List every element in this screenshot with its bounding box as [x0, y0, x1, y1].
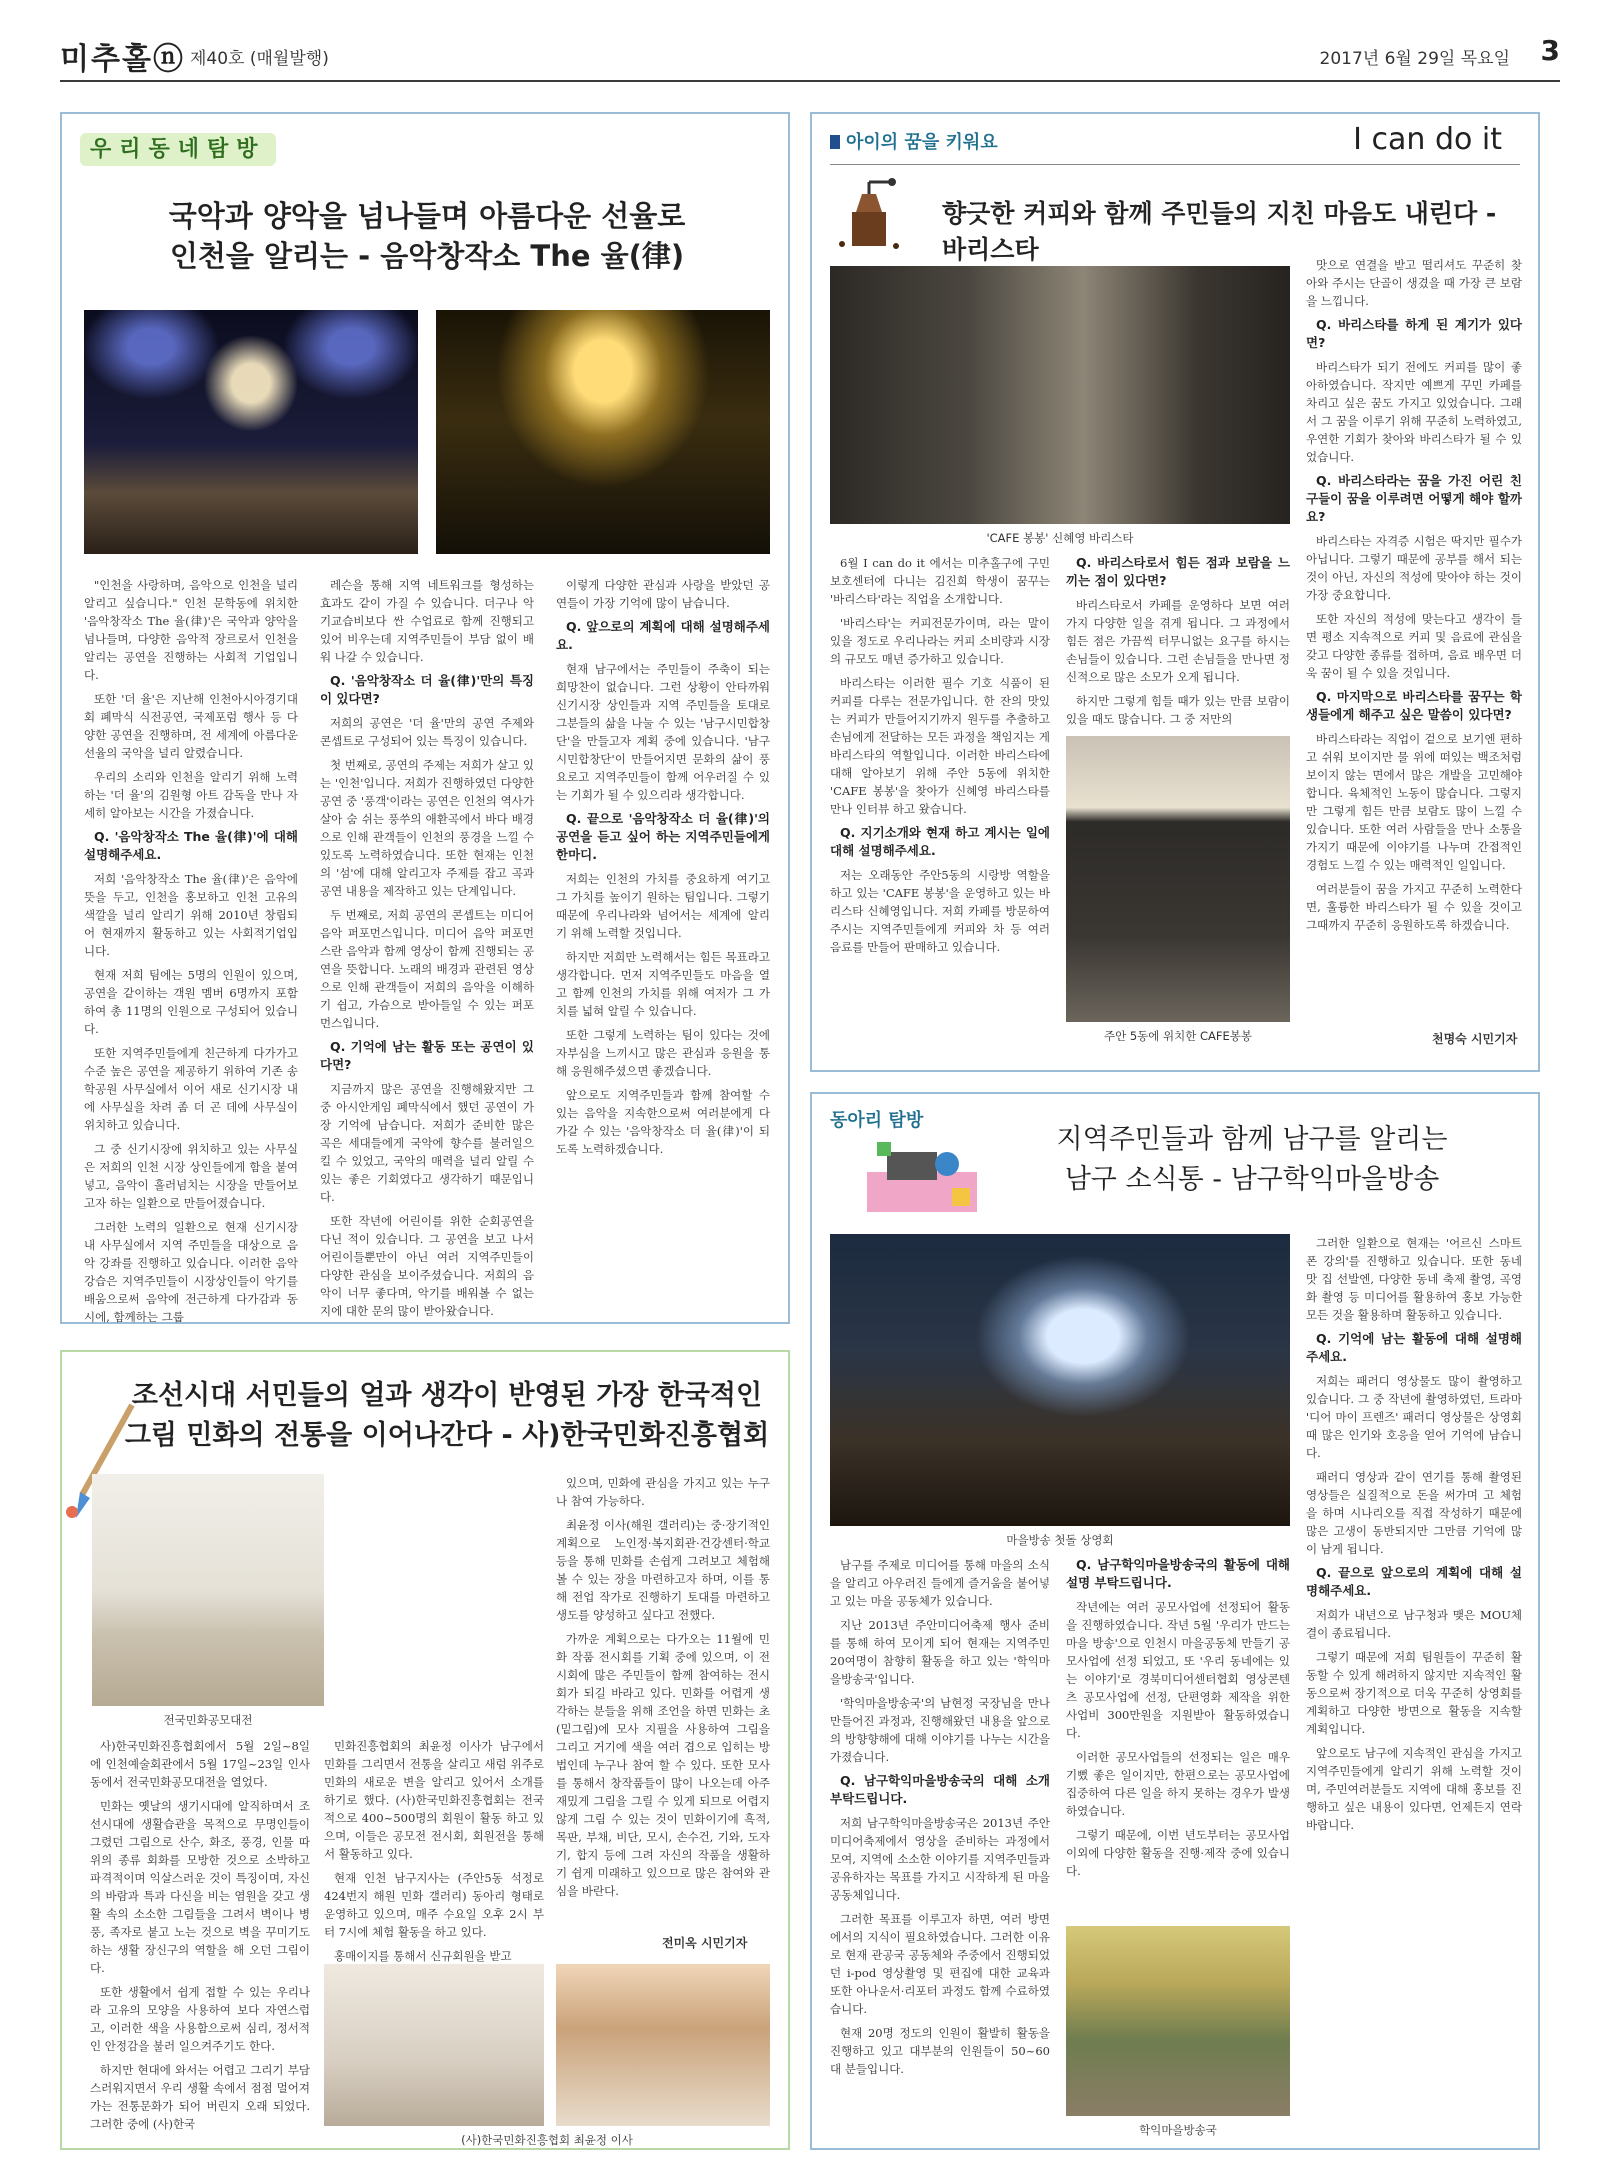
photo-caption: 'CAFE 봉봉' 신혜영 바리스타: [986, 531, 1134, 545]
article-column-c: [1066, 554, 1290, 729]
paragraph: 저는 오래동안 주안5동의 시랑방 역할을 하고 있는 'CAFE 봉봉'을 운영하고 있는 바리스타 신혜영입니다. 저희 카페를 방문하여 주시는 지역주민들에게 커피와 차 등 여러 음료를 만들어 판매하고 있습니다.: [830, 868, 1050, 954]
title-line-1: 지역주민들과 함께 남구를 알리는: [1056, 1124, 1448, 1155]
paragraph: 이렇게 다양한 관심과 사랑을 받았던 공연들이 가장 기억에 많이 남습니다.: [556, 578, 770, 610]
paragraph: 남구를 주제로 미디어를 통해 마을의 소식을 알리고 아우러진 들에게 즐거움을 붙어넣고 있는 마을 공동체가 있습니다.: [830, 1558, 1050, 1608]
paragraph: 그러한 목표를 이루고자 하면, 여러 방면에서의 지식이 필요하였습니다. 그러한 이유로 현재 관공국 공동체와 주중에서 진행되었던 i-pod 영상촬영 및 편집에 대한 교육과 또한 아나운서·리포터 과정도 함께 수료하였습니다.: [830, 1912, 1050, 2016]
paragraph: 바리스타로서 카페를 운영하다 보면 여러 가지 다양한 일을 겪게 됩니다. 그 과정에서 힘든 점은 가끔씩 터무니없는 요구를 하시는 손님들이 있습니다. 그런 손님들을 만나면 정신적으로 많은 소모가 오게 됩니다.: [1066, 598, 1290, 684]
exhibition-hall-photo: [92, 1474, 324, 1706]
title-line-2: 그림 민화의 전통을 이어나간다 - 사)한국민화진흥협회: [124, 1420, 770, 1451]
paragraph: 첫 번째로, 공연의 주제는 저희가 살고 있는 '인천'입니다. 저희가 진행하였던 다양한 공연 중 '풍객'이라는 공연은 인천의 역사가 살아 숨 쉬는 풍쑤의 애환곡에서 바다 배경으로 인해 관객들이 인천의 풍경을 느낄 수 있도록 노력하였습니다. 또한 현재는 인천의 '섬'에 대해 알리고자 주제를 잡고 곡과 공연 내용을 제작하고 있는 단계입니다.: [320, 758, 534, 898]
barista-working-photo: [830, 266, 1290, 524]
article-column-a: [90, 1737, 310, 2137]
article-column-2: [320, 576, 534, 1318]
paragraph: 홍매이지를 통해서 신규회원을 받고: [334, 1949, 512, 1963]
broadcast-members-photo: [1066, 1926, 1290, 2116]
photo-caption-2: (사)한국민화진흥협회 최윤정 이사: [461, 2133, 633, 2147]
paragraph: 지난 2013년 주안미디어축제 행사 준비를 통해 하여 모이게 되어 현재는 지역주민 20여명이 참향히 활동을 하고 있는 '학익마을방송국'입니다.: [830, 1618, 1050, 1686]
paragraph: 저희 남구학익마을방송국은 2013년 주안미디어축제에서 영상을 준비하는 과정에서 모여, 지역에 소소한 이야기를 지역주민들과 공유하자는 목표를 가지고 시작하게 된 마을공동체입니다.: [830, 1816, 1050, 1902]
paragraph: 또한 작년에 어린이를 위한 순회공연을 다닌 적이 있습니다. 그 공연을 보고 나서 어린이들뿐만이 아닌 여러 지역주민들이 다양한 관심을 보이주셨습니다. 저희의 음악이 너무 좋다며, 악기를 배워볼 수 없는지에 대한 문의 많이 받아왔습니다.: [320, 1214, 534, 1318]
paragraph: 저희는 인천의 가치를 중요하게 여기고 그 가치를 높이기 원하는 팀입니다. 그렇기 때문에 우리나라와 넘어서는 세계에 알리기 위해 노력할 것입니다.: [556, 872, 770, 940]
paragraph: 저희는 패러디 영상물도 많이 촬영하고 있습니다. 그 중 작년에 촬영하였던, 트라마 '디어 마이 프렌즈' 패러디 영상물은 상영회 때 많은 인기와 호응을 얻어 기억에 남습니다.: [1306, 1374, 1522, 1460]
section-right-label: I can do it: [1353, 122, 1502, 157]
paragraph: 현재 남구에서는 주민들이 주축이 되는 희망찬이 없습니다. 그런 상황이 안타까워 신기시장 상인들과 지역 주민들을 토대로 그분들의 삶을 나눌 수 있는 '남구시민합창단'을 만들고자 계획 중에 있습니다. '남구시민합창단'이 만들어지면 문화의 삶이 풍요로고 지역주민들이 함께 어우러질 수 있는 기회가 될 수 있으리라 생각합니다.: [556, 662, 770, 802]
paragraph: 앞으로도 남구에 지속적인 관심을 가지고 지역주민들에게 알리기 위해 노력할 것이며, 주민여러분들도 지역에 대해 홍보를 진행하고 싶은 내용이 있다면, 언제든지 연락 바랍니다.: [1306, 1746, 1522, 1832]
reporter-byline: 전미옥 시민기자: [662, 1936, 748, 1950]
paragraph: 그렇기 때문에 저희 팀원들이 꾸준히 활동할 수 있게 해려하지 않지만 지속적인 활동으로써 장기적으로 더욱 꾸준히 상영회를 계획하고 다양한 방면으로 활동을 지속할 계획입니다.: [1306, 1650, 1522, 1736]
article-barista: [810, 112, 1540, 1072]
article-title: [102, 1376, 792, 1456]
title-line-1: 조선시대 서민들의 얼과 생각이 반영된 가장 한국적인: [131, 1380, 763, 1411]
title-line-2: 남구 소식통 - 남구학익마을방송: [1064, 1164, 1440, 1195]
singer-performance-photo: [436, 310, 770, 554]
interview-question: Q. 끝으로 앞으로의 계획에 대해 설명해주세요.: [1306, 1565, 1522, 1598]
paragraph: "인천을 사랑하며, 음악으로 인천을 널리 알리고 싶습니다." 인천 문학동에 위치한 '음악창작소 The 율(律)'은 국악과 양악을 넘나들며, 다양한 음악적 장르로서 인천을 알리는 공연을 진행하는 사회적 기업입니다.: [84, 578, 298, 682]
article-column-b: [830, 554, 1050, 1054]
section-tag-label: 동아리 탐방: [830, 1110, 924, 1131]
paragraph: 그러한 노력의 일환으로 현재 신기시장 내 사무실에서 지역 주민들을 대상으로 음악 강좌를 진행하고 있습니다. 이러한 음악강습은 지역주민들이 시장상인들이 악기를 배움으로써 음악에 전근하게 다가감과 동시에, 함께하는 그룹: [84, 1220, 298, 1324]
article-column-a: [1306, 256, 1522, 1026]
newspaper-logo: 미추홀ⓝ: [60, 42, 185, 77]
interview-question: Q. 바리스타를 하게 된 계기가 있다면?: [1306, 317, 1522, 350]
paragraph: 저희 '음악창작소 The 율(律)'은 음악에 뜻을 두고, 인천을 홍보하고 인천 고유의 색깔을 널리 알리기 위해 2010년 창립되어 현재까지 활동하고 있는 사회적기업입니다.: [84, 872, 298, 958]
paragraph: 민화는 옛날의 생기시대에 알직하며서 조선시대에 생활습관을 목적으로 무명인들이 그렸던 그림으로 산수, 화조, 풍경, 인물 따위의 종류 회화를 모방한 것으로 소박하고 파격적이며 익살스러운 것이 특징이며, 자신의 바람과 특과 다신을 비는 염원을 갖고 생활 속의 소소한 그림들을 그려서 벽이나 병풍, 족자로 붙고 노는 것으로 벽을 꾸미기도 하는 생활 장신구의 역할을 해 오던 그림이다.: [90, 1799, 310, 1975]
interview-question: Q. 끝으로 '음악창작소 더 율(律)'의 공연을 듣고 싶어 하는 지역주민들에게 한마디.: [556, 811, 770, 862]
coffee-grinder-icon: [832, 174, 912, 254]
paragraph: 우리의 소리와 인천을 알리기 위해 노력하는 '더 율'의 김원형 아트 감독을 만나 자세히 알아보는 시간을 가졌습니다.: [84, 770, 298, 820]
interview-question: Q. 남구학익마을방송국의 활동에 대해 설명 부탁드립니다.: [1066, 1557, 1290, 1590]
paragraph: 바리스타가 되기 전에도 커피를 많이 좋아하였습니다. 작지만 예쁘게 꾸민 카페를 차리고 싶은 꿈도 가지고 있었습니다. 그래서 그 꿈을 이루기 위해 꾸준히 노력하였고, 우연한 기회가 찾아와 바리스타가 될 수 있었습니다.: [1306, 360, 1522, 464]
section-label: [830, 128, 998, 154]
paragraph: 앞으로도 지역주민들과 함께 참여할 수 있는 음악을 지속한으로써 여러분에게 다가갈 수 있는 '음악창작소 더 율(律)'이 되도록 노력하겠습니다.: [556, 1088, 770, 1156]
paragraph: 현재 저희 팀에는 5명의 인원이 있으며, 공연을 같이하는 객원 멤버 6명까지 포함하여 총 11명의 인원으로 구성되어 있습니다.: [84, 968, 298, 1036]
flag-icon: [830, 135, 840, 149]
interview-question: Q. 마지막으로 바리스타를 꿈꾸는 학생들에게 해주고 싶은 말씀이 있다면?: [1306, 689, 1522, 722]
paragraph: 작년에는 여러 공모사업에 선정되어 활동을 진행하였습니다. 작년 5월 '우리가 만드는 마을 방송'으로 인천시 마을공동체 만들기 공모사업에 선정 되었고, 또 '우리 동네에는 있는 이야기'로 경북미디어센터협회 영상콘텐츠 공모사업에 선정, 단편영화 제작을 위한 사업비 300만원을 지원받아 활동하였습니다.: [1066, 1600, 1290, 1740]
article-minhwa-association: [60, 1350, 790, 2150]
paragraph: 최윤정 이사(해원 갤러리)는 중·장기적인 계획으로 노인정·복지회관·건강센터·학교 등을 통해 민화를 손쉽게 그려보고 체험해 볼 수 있는 장을 마련하고자 하며, 이를 통해 전업 작가로 진행하기 토대를 마련하고 생도를 양성하고 싶다고 전했다.: [556, 1518, 770, 1622]
paragraph: 또한 그렇게 노력하는 팀이 있다는 것에 자부심을 느끼시고 많은 관심과 응원을 통해 응원해주셨으면 좋겠습니다.: [556, 1028, 770, 1078]
paragraph: 사)한국민화진흥협회에서 5월 2일~8일에 인천예술회관에서 5월 17일~23일 인사동에서 전국민화공모대전을 열었다.: [90, 1739, 310, 1789]
issue-number: 제40호 (매월발행): [190, 49, 329, 69]
paragraph: 그 중 신기시장에 위치하고 있는 사무실은 저희의 인천 시장 상인들에게 함을 붙여넣고, 음악이 흘러넘치는 시장을 만들어보고자 하는 일환으로 만들어졌습니다.: [84, 1142, 298, 1210]
paragraph: 6월 I can do it 에서는 미추홀구에 구민 보호센터에 다니는 김진희 학생이 꿈꾸는 '바리스타'라는 직업을 소개합니다.: [830, 556, 1050, 606]
paragraph: 바리스타라는 직업이 겉으로 보기엔 편하고 쉬워 보이지만 물 위에 떠있는 백조처럼 보이지 않는 면에서 많은 개발을 고민해야 합니다. 육체적인 노동이 많습니다. 그렇지만 그렇게 힘든 만큼 보람도 많이 느낄 수 있습니다. 또한 여러 사람들을 만나 소통을 가지기 때문에 이야기를 나누며 간접적인 경험도 느낄 수 있는 매력적인 일입니다.: [1306, 732, 1522, 872]
paragraph: 하지만 현대에 와서는 어렵고 그리기 부담스러워지면서 우리 생활 속에서 점점 멀어져 가는 전통문화가 되어 버린지 오래 되었다. 그러한 중에 (사)한국: [90, 2063, 310, 2131]
article-title: [972, 1120, 1532, 1200]
interview-question: Q. 기억에 남는 활동에 대해 설명해주세요.: [1306, 1331, 1522, 1364]
paragraph: 현재 인천 남구지사는 (주안5동 석정로 424번지 해원 민화 갤러리) 동아리 형태로 운영하고 있으며, 매주 수요일 오후 2시 부터 7시에 체험 활동을 하고 있다.: [324, 1871, 544, 1939]
article-column-b: [324, 1737, 544, 1963]
interview-question: Q. 지기소개와 현재 하고 계시는 일에 대해 설명해주세요.: [830, 825, 1050, 858]
paragraph: 또한 '더 율'은 지난해 인천아시아경기대회 폐막식 식전공연, 국제포럼 행사 등 다양한 공연을 진행하며, 전 세계에 아름다운 선율의 국악을 널리 알렸습니다.: [84, 692, 298, 760]
paragraph: 현재 20명 정도의 인원이 활발히 활동을 진행하고 있고 대부분의 인원들이 50~60대 분들입니다.: [830, 2026, 1050, 2076]
article-column-3: [556, 576, 770, 1311]
paragraph: 있으며, 민화에 관심을 가지고 있는 누구나 참여 가능하다.: [556, 1476, 770, 1508]
paragraph: 민화진흥협회의 최윤정 이사가 남구에서 민화를 그리면서 전통을 살리고 새럼 위주로 민화의 새로운 변을 알리고 있어서 소개를 하기로 했다. (사)한국민화진흥협회는 전국적으로 400~500명의 회원이 활동 하고 있으며, 이들은 공모전 전시회, 회원전을 통해서 활동하고 있다.: [324, 1739, 544, 1861]
photo-caption-2: 학익마을방송국: [1139, 2123, 1217, 2137]
paragraph: 하지만 저희만 노력해서는 힘든 목표라고 생각합니다. 먼저 지역주민들도 마음을 열고 함께 인천의 가치를 위해 여저가 그 가치를 넓혀 알릴 수 있습니다.: [556, 950, 770, 1018]
stage-performance-photo: [84, 310, 418, 554]
paragraph: 바리스타는 이러한 필수 기호 식품이 된 커피를 다루는 전문가입니다. 한 잔의 맛있는 커피가 만들어지기까지 원두를 추출하고 손님에게 전달하는 모든 과정을 책임지는 게 바리스타의 역할입니다. 이러한 바리스타에 대해 알아보기 위해 주안 5동에 위치한 'CAFE 봉봉'을 찾아가 신혜영 바리스타를 만나 인터뷰 하고 왔습니다.: [830, 676, 1050, 816]
section-label-text: 아이의 꿈을 키워요: [846, 132, 998, 153]
interview-question: Q. 기억에 남는 활동 또는 공연이 있다면?: [320, 1039, 534, 1072]
article-column-1: [84, 576, 298, 1324]
page-number: 3: [1540, 34, 1560, 67]
artist-portrait-photo: [556, 1964, 770, 2126]
paragraph: 레슨을 통해 지역 네트워크를 형성하는 효과도 같이 가질 수 있습니다. 더구나 악기교습비보다 싼 수업료로 함께 진행되고 있어 비우는데 지역주민들이 부담 없이 배워 나갈 수 있습니다.: [320, 578, 534, 664]
article-column-c: [1066, 1556, 1290, 1876]
article-title: 향긋한 커피와 함께 주민들의 지친 마음도 내린다 - 바리스타: [942, 199, 1497, 264]
section-tag: [830, 1106, 923, 1132]
photo-caption-2: 주안 5동에 위치한 CAFE봉봉: [1103, 1029, 1253, 1043]
cafe-storefront-photo: [1066, 736, 1290, 1022]
article-column-b: [830, 1556, 1050, 2136]
paragraph: 그러한 일환으로 현재는 '어르신 스마트 폰 강의'를 진행하고 있습니다. 또한 동네 맛 집 선발엔, 다양한 동네 축제 촬영, 곡영화 촬영 등 미디어를 활용하여 홍보 가능한 모든 것을 활용하며 활동하고 있습니다.: [1306, 1236, 1522, 1322]
article-title: [62, 196, 792, 276]
article-column-a: [1306, 1234, 1522, 2114]
interview-question: Q. 바리스타로서 힘든 점과 보람을 느끼는 점이 있다면?: [1066, 555, 1290, 588]
paragraph: 또한 지역주민들에게 친근하게 다가가고 수준 높은 공연을 제공하기 위하여 기존 송학공원 사무실에서 이어 새로 신기시장 내에 사무실을 차려 좀 더 곤 데에 사무실이 위치하고 있습니다.: [84, 1046, 298, 1132]
interview-question: Q. 바리스타라는 꿈을 가진 어린 친구들이 꿈을 이루려면 어떻게 해야 할까요?: [1306, 473, 1522, 524]
photo-caption: 전국민화공모대전: [163, 1713, 253, 1727]
title-line-2: 인천을 알리는 - 음악창작소 The 율(律): [169, 239, 685, 273]
interview-question: Q. '음악창작소 The 율(律)'에 대해 설명해주세요.: [84, 829, 298, 862]
article-column-c: [556, 1474, 770, 1929]
paragraph: 저희가 내년으로 남구청과 맺은 MOU체결이 종료됩니다.: [1306, 1608, 1522, 1640]
paragraph: 저희의 공연은 '더 율'만의 공연 주제와 콘셉트로 구성되어 있는 특징이 있습니다.: [320, 716, 534, 748]
paragraph: 바리스타는 자격증 시험은 딱지만 필수가 아닙니다. 그렇기 때문에 공부를 해서 되는 것이 아닌, 자신의 적성에 맞아야 하는 것이 가장 중요합니다.: [1306, 534, 1522, 602]
broadcast-camera-icon: [857, 1132, 987, 1222]
paragraph: 두 번째로, 저희 공연의 콘셉트는 미디어 음악 퍼포먼스입니다. 미디어 음악 퍼포먼스란 음악과 함께 영상이 함께 진행되는 공연을 뜻합니다. 노래의 배경과 관련된 영상으로 인해 관객들이 저희의 음악을 이해하기 쉽고, 가슴으로 받아들일 수 있는 퍼포먼스입니다.: [320, 908, 534, 1030]
reporter-byline: 천명숙 시민기자: [1432, 1032, 1518, 1046]
paragraph: 이러한 공모사업들의 선정되는 일은 매우 기뻤 좋은 일이지만, 한편으로는 공모사업에 집중하여 다른 일을 하지 못하는 경우가 발생하였습니다.: [1066, 1750, 1290, 1818]
interview-question: Q. 앞으로의 계획에 대해 설명해주세요.: [556, 619, 770, 652]
interview-question: Q. '음악창작소 더 율(律)'만의 특징이 있다면?: [320, 673, 534, 706]
paragraph: 또한 생활에서 쉽게 접할 수 있는 우리나라 고유의 모양을 사용하여 보다 자연스럽고, 이러한 색을 사용함으로써 심리, 정서적인 안정감을 불러 일으켜주기도 한다.: [90, 1985, 310, 2053]
paragraph: 패러디 영상과 같이 연기를 통해 촬영된 영상들은 실질적으로 돈을 써가며 고 체험을 하며 시나리오를 직접 작성하기 때문에 많은 고생이 동반되지만 그만큼 기억에 많이 남게 됩니다.: [1306, 1470, 1522, 1556]
painting-studio-photo: [324, 1964, 544, 2126]
paragraph: '바리스타'는 커피전문가이며, 라는 말이 있을 정도로 우리나라는 커피 소비량과 시장의 규모도 매년 증가하고 있습니다.: [830, 616, 1050, 666]
section-tag-label: 우리동네탐방: [80, 133, 276, 166]
photo-caption: 마을방송 첫돌 상영회: [1006, 1533, 1114, 1547]
article-village-broadcast: [810, 1092, 1540, 2150]
paragraph: 그렇기 때문에, 이번 년도부터는 공모사업 이외에 다양한 활동을 진행·제작 중에 있습니다.: [1066, 1828, 1290, 1878]
paragraph: '학익마을방송국'의 남현정 국장님을 만나 만들어진 과정과, 진행해왔던 내용을 앞으로의 방향향해에 대해 이야기를 나누는 시간을 가졌습니다.: [830, 1696, 1050, 1764]
paragraph: 맛으로 연결을 받고 떨리셔도 꾸준히 찾아와 주시는 단골이 생겼을 때 가장 큰 보람을 느낍니다.: [1306, 258, 1522, 308]
paragraph: 가까운 계획으로는 다가오는 11월에 민화 작품 전시회를 기획 중에 있으며, 이 전시회에 많은 주민들이 함께 참여하는 전시회가 되길 바라고 있다. 민화를 어렵게 생각하는 분들을 위해 조언을 하면 민화는 초(밑그림)에 모사 지필을 사용하여 그림을 그리고 거기에 색을 여러 겹으로 입히는 방법인데 누구나 참여 할 수 있다. 또한 모사를 통해서 창작품들이 많이 나오는데 아주 재밌게 그림을 그릴 수 있게 되므로 어렵지 않게 그림 수 있는 것이 민화이기에 흑적, 목판, 부채, 비단, 모시, 손수건, 기와, 도자기, 합지 등에 그려 자신의 작품을 생활하기 쉽게 미래하고 있으므로 많은 참여와 관심을 바란다.: [556, 1632, 770, 1898]
masthead: [60, 28, 1560, 82]
publish-date: 2017년 6월 29일 목요일: [1319, 49, 1510, 69]
interview-question: Q. 남구학익마을방송국의 대해 소개 부탁드립니다.: [830, 1773, 1050, 1806]
paragraph: 하지만 그렇게 힘들 때가 있는 만큼 보람이 있을 때도 많습니다. 그 중 저만의: [1066, 694, 1290, 726]
screening-event-photo: [830, 1234, 1290, 1526]
paragraph: 지금까지 많은 공연을 진행해왔지만 그 중 아시안게임 폐막식에서 했던 공연이 가장 기억에 남습니다. 저희가 준비한 많은 곡은 세대들에게 국악에 향수를 불러일으킬 수 있었고, 국악의 매력을 널리 알릴 수 있는 좋은 기회였다고 생각하기 때문입니다.: [320, 1082, 534, 1204]
section-divider: [830, 164, 1520, 165]
title-line-1: 국악과 양악을 넘나들며 아름다운 선율로: [168, 199, 686, 233]
paragraph: 또한 자신의 적성에 맞는다고 생각이 들면 평소 지속적으로 커피 및 음료에 관심을 갖고 다양한 종류를 접하며, 음료 배우면 더욱 꿈이 될 수 있을 것입니다.: [1306, 612, 1522, 680]
paragraph: 여러분들이 꿈을 가지고 꾸준히 노력한다면, 훌륭한 바리스타가 될 수 있을 것이고 그때까지 꾸준히 응원하도록 하겠습니다.: [1306, 882, 1522, 932]
section-tag: [80, 132, 276, 163]
article-music-studio: [60, 112, 790, 1324]
